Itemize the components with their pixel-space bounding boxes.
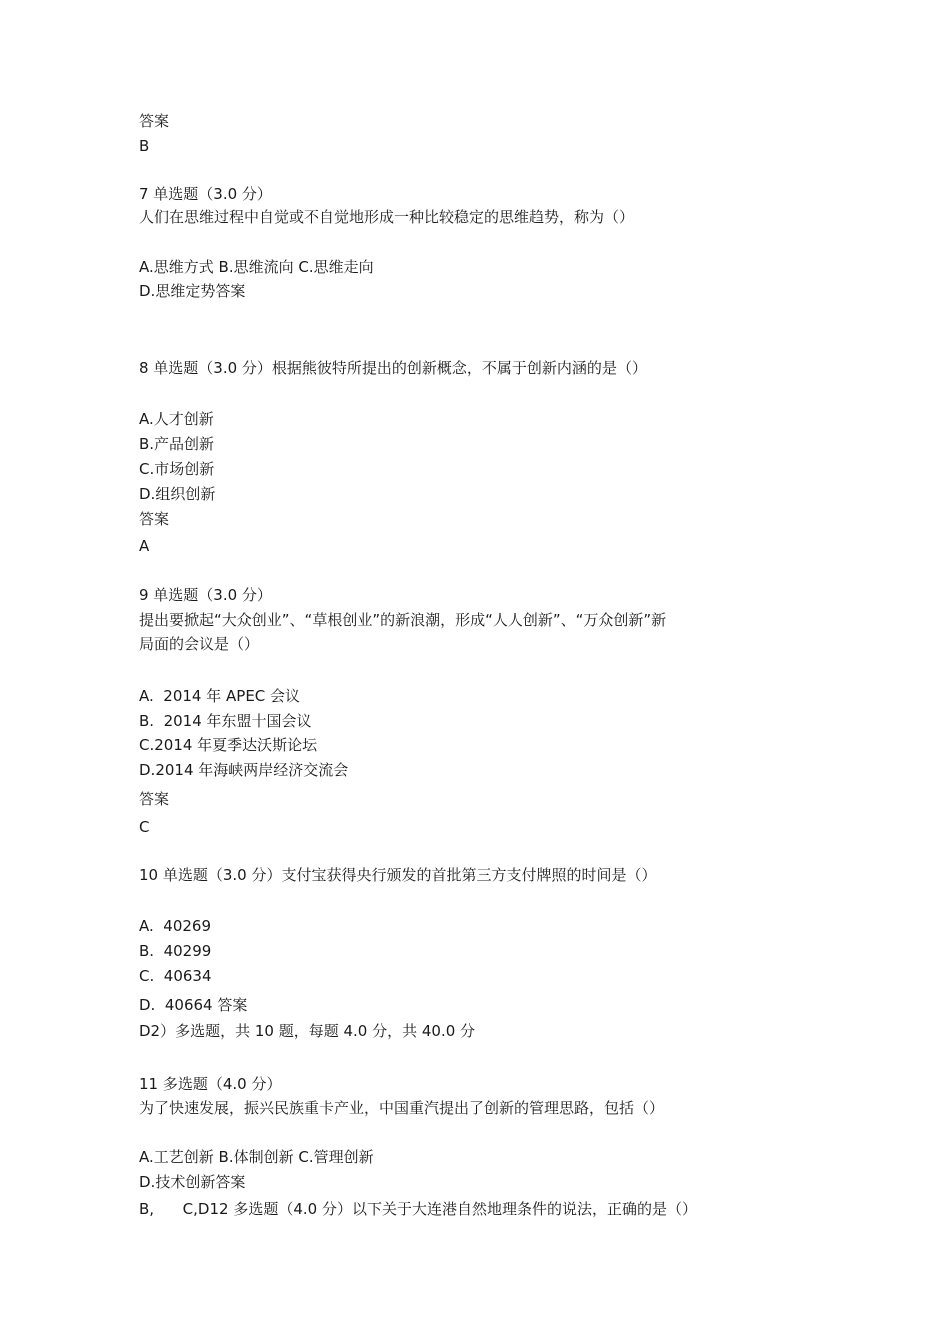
question-header: 11 多选题（4.0 分）: [139, 1075, 282, 1093]
question-options: A.思维方式 B.思维流向 C.思维走向: [139, 258, 374, 276]
question-header: B, C,D12 多选题（4.0 分）以下关于大连港自然地理条件的说法，正确的是（）: [139, 1200, 697, 1218]
answer-label: 答案: [139, 112, 170, 130]
answer-value: A: [139, 537, 150, 555]
answer-label: 答案: [139, 510, 170, 528]
answer-value: C: [139, 818, 150, 836]
question-option: D.组织创新: [139, 485, 216, 503]
question-option: D. 40664 答案: [139, 996, 248, 1014]
answer-label: 答案: [139, 790, 170, 808]
question-option: B. 2014 年东盟十国会议: [139, 712, 312, 730]
question-options: D.技术创新答案: [139, 1173, 246, 1191]
question-option: C.市场创新: [139, 460, 215, 478]
question-option: A.人才创新: [139, 410, 214, 428]
question-options: A.工艺创新 B.体制创新 C.管理创新: [139, 1148, 374, 1166]
question-header: 9 单选题（3.0 分）: [139, 586, 272, 604]
question-text: 提出要掀起“大众创业”、“草根创业”的新浪潮，形成“人人创新”、“万众创新”新: [139, 611, 667, 629]
section-header: D2）多选题，共 10 题，每题 4.0 分，共 40.0 分: [139, 1022, 476, 1040]
question-text: 为了快速发展，振兴民族重卡产业，中国重汽提出了创新的管理思路，包括（）: [139, 1099, 665, 1117]
question-text: 人们在思维过程中自觉或不自觉地形成一种比较稳定的思维趋势，称为（）: [139, 208, 635, 226]
question-header: 7 单选题（3.0 分）: [139, 185, 272, 203]
question-option: B.产品创新: [139, 435, 215, 453]
question-text: 局面的会议是（）: [139, 635, 260, 653]
question-option: A. 40269: [139, 917, 212, 935]
question-option: B. 40299: [139, 942, 212, 960]
question-header: 10 单选题（3.0 分）支付宝获得央行颁发的首批第三方支付牌照的时间是（）: [139, 866, 657, 884]
answer-value: B: [139, 137, 150, 155]
question-header: 8 单选题（3.0 分）根据熊彼特所提出的创新概念，不属于创新内涵的是（）: [139, 359, 647, 377]
question-option: C.2014 年夏季达沃斯论坛: [139, 736, 318, 754]
question-option: D.2014 年海峡两岸经济交流会: [139, 761, 349, 779]
question-option: A. 2014 年 APEC 会议: [139, 687, 301, 705]
question-options: D.思维定势答案: [139, 282, 246, 300]
question-option: C. 40634: [139, 967, 212, 985]
